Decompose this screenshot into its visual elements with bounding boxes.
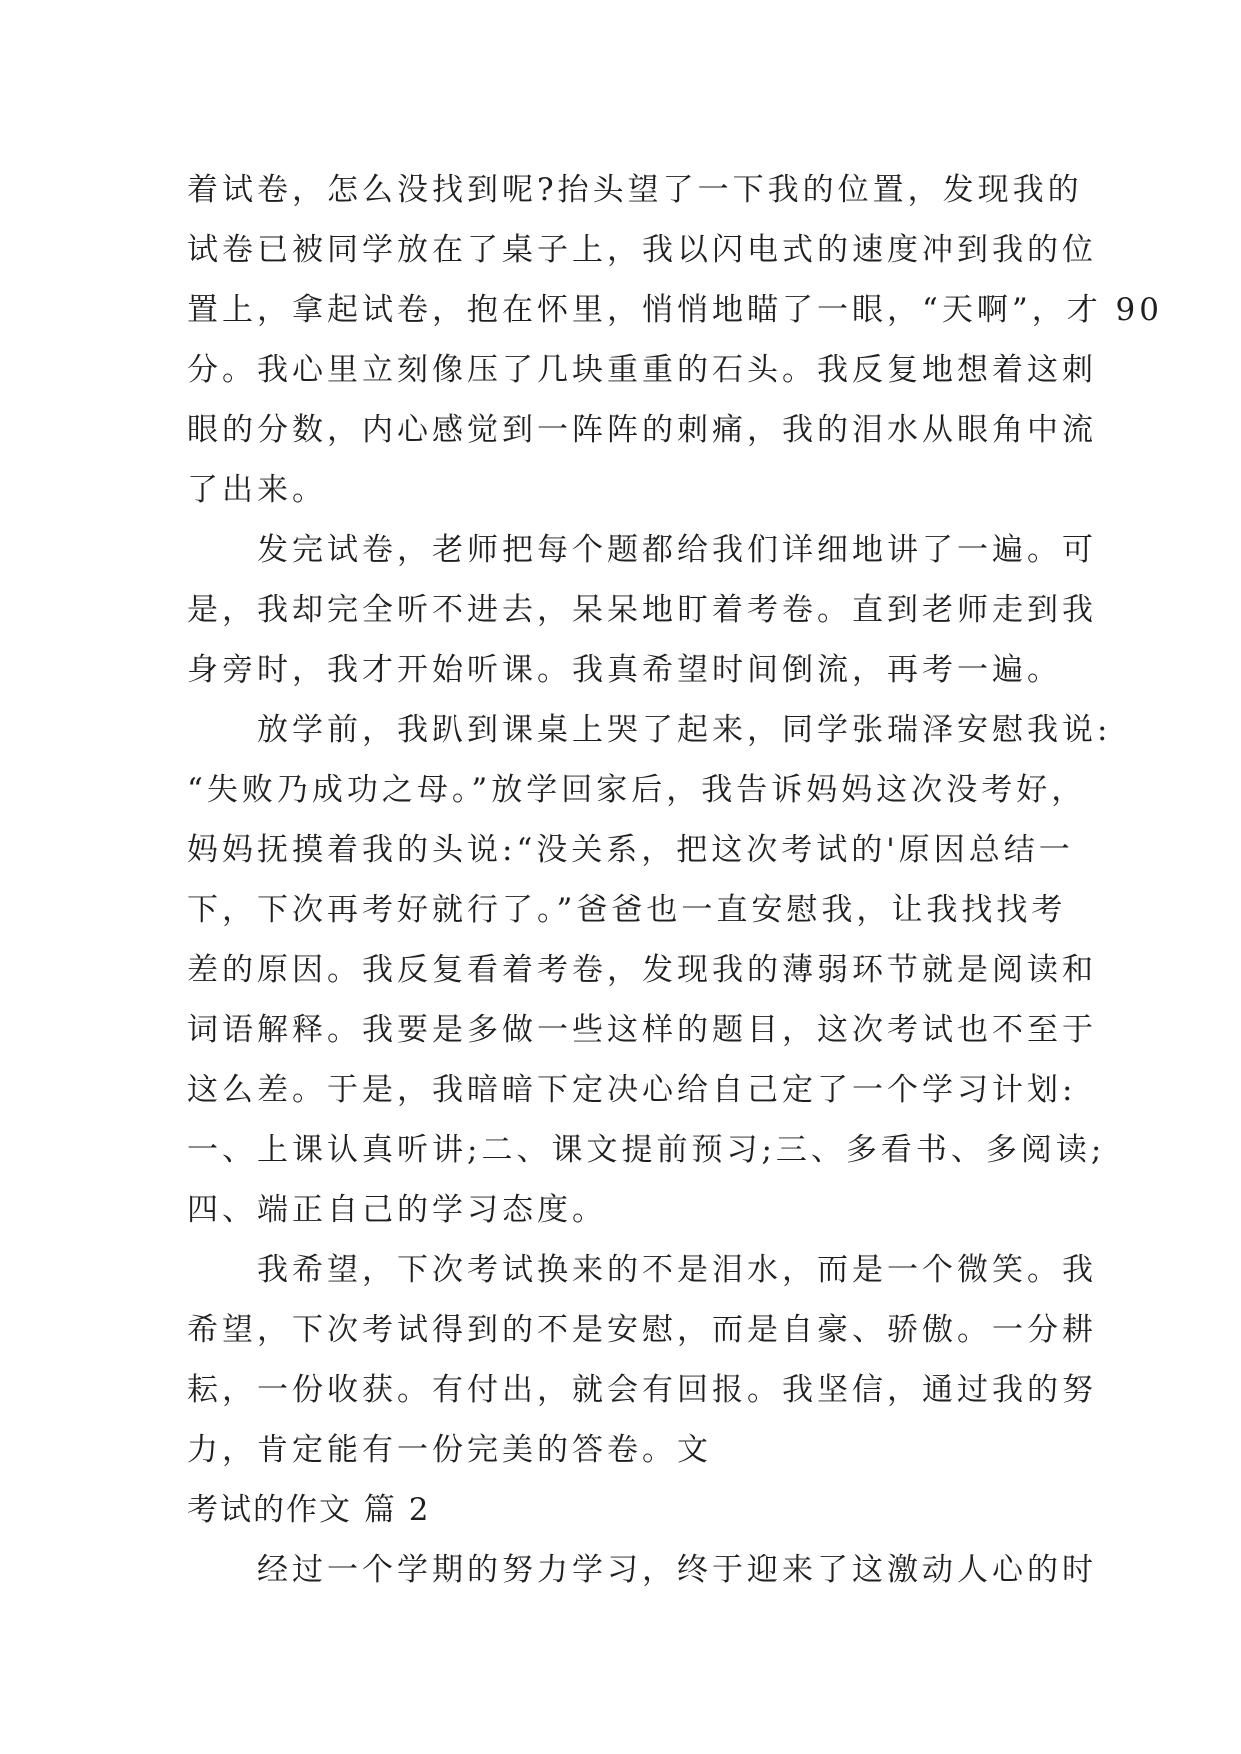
text-line: 试卷已被同学放在了桌子上，我以闪电式的速度冲到我的位 — [187, 232, 1097, 268]
text-line: 经过一个学期的努力学习，终于迎来了这激动人心的时 — [187, 1552, 1097, 1588]
text-line: 了出来。 — [187, 472, 327, 508]
text-line: 这么差。于是，我暗暗下定决心给自己定了一个学习计划: — [187, 1072, 1077, 1108]
text-line: 耘，一份收获。有付出，就会有回报。我坚信，通过我的努 — [187, 1372, 1097, 1408]
text-line: 我希望，下次考试换来的不是泪水，而是一个微笑。我 — [187, 1252, 1097, 1288]
text-line: 放学前，我趴到课桌上哭了起来，同学张瑞泽安慰我说: — [187, 712, 1112, 748]
text-line: 发完试卷，老师把每个题都给我们详细地讲了一遍。可 — [187, 532, 1097, 568]
text-line: 力，肯定能有一份完美的答卷。文 — [187, 1432, 712, 1468]
section-heading: 考试的作文 篇 2 — [187, 1492, 431, 1528]
text-line: 分。我心里立刻像压了几块重重的石头。我反复地想着这刺 — [187, 352, 1097, 388]
text-line: 差的原因。我反复看着考卷，发现我的薄弱环节就是阅读和 — [187, 952, 1097, 988]
text-line: 身旁时，我才开始听课。我真希望时间倒流，再考一遍。 — [187, 652, 1062, 688]
text-line: 下，下次再考好就行了。”爸爸也一直安慰我，让我找找考 — [187, 892, 1067, 928]
text-line: 眼的分数，内心感觉到一阵阵的刺痛，我的泪水从眼角中流 — [187, 412, 1097, 448]
text-line: “失败乃成功之母。”放学回家后，我告诉妈妈这次没考好， — [187, 772, 1087, 808]
essay-body — [187, 160, 1163, 1600]
text-line: 是，我却完全听不进去，呆呆地盯着考卷。直到老师走到我 — [187, 592, 1097, 628]
text-line: 着试卷，怎么没找到呢?抬头望了一下我的位置，发现我的 — [187, 172, 1083, 208]
text-line: 置上，拿起试卷，抱在怀里，悄悄地瞄了一眼，“天啊”，才 90 — [187, 292, 1163, 328]
text-line: 希望，下次考试得到的不是安慰，而是自豪、骄傲。一分耕 — [187, 1312, 1097, 1348]
text-line: 妈妈抚摸着我的头说:“没关系，把这次考试的'原因总结一 — [187, 832, 1074, 868]
text-line: 四、端正自己的学习态度。 — [187, 1192, 607, 1228]
text-line: 一、上课认真听讲;二、课文提前预习;三、多看书、多阅读; — [187, 1132, 1106, 1168]
text-line: 词语解释。我要是多做一些这样的题目，这次考试也不至于 — [187, 1012, 1097, 1048]
